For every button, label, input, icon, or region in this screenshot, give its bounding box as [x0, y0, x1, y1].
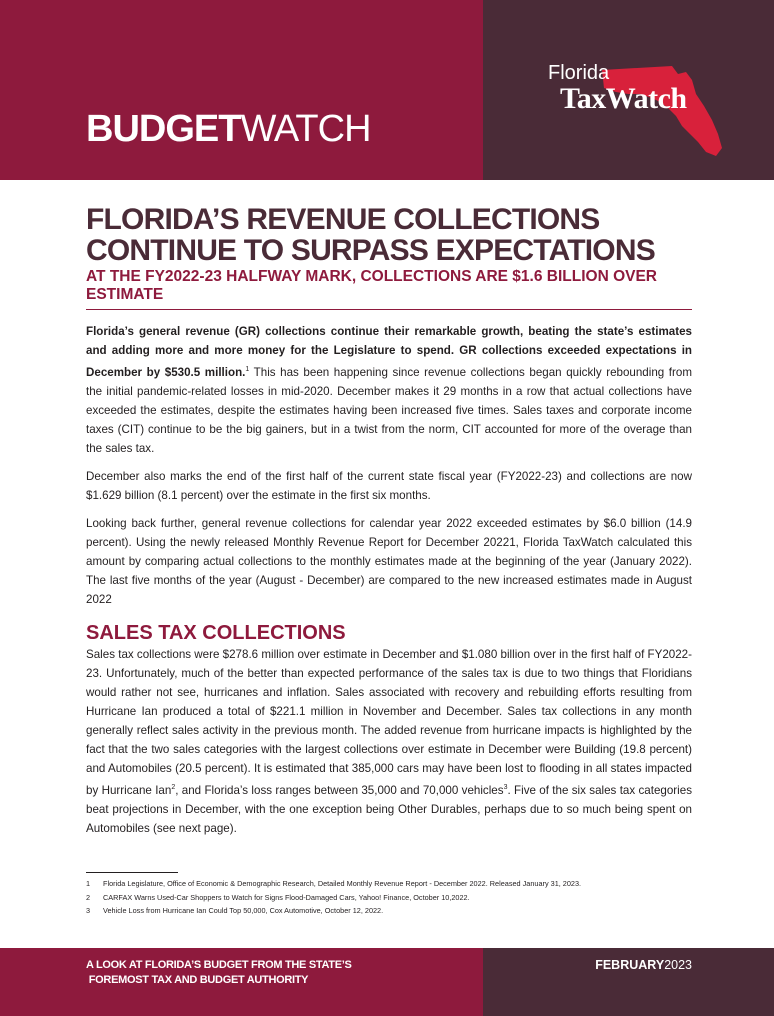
- florida-taxwatch-logo: [540, 58, 730, 162]
- section-heading: SALES TAX COLLECTIONS: [86, 621, 346, 644]
- footnote-ref-2: 2: [171, 783, 176, 791]
- footer-tagline: A LOOK AT FLORIDA’S BUDGET FROM THE STATE’S FOREMOST TAX AND BUDGET AUTHORITY: [86, 959, 352, 986]
- header-band: [0, 0, 483, 180]
- issue-date: FEBRUARY2023: [595, 958, 692, 972]
- article-body: [86, 322, 692, 847]
- intro-paragraph: [86, 322, 692, 458]
- footnote: 3 Vehicle Loss from Hurricane Ian Could Top 50,000, Cox Automotive, October 12, 2022.: [86, 906, 384, 915]
- logo-taxwatch-text: TaxWatch: [560, 82, 687, 115]
- sales-tax-paragraph: Sales tax collections were $278.6 million over estimate in December and $1.080 billion over in the first half of FY2022-23. Unfortunately, much of the better than expected performance of the sales tax is due to two things that Floridians would rather not see, hurricanes and inflation. Sales associated with recovery and rebuilding efforts resulting from Hurricane Ian produced a total of $221.1 million in November and December. Sales tax collections in any month generally reflect sales activity in the previous month. The added revenue from hurricane impacts is highlighted by the fact that the two sales categories with the largest collections over estimate in December were Building (19.8 percent) and Automobiles (20.5 percent). It is estimated that 385,000 cars may have been lost to flooding in all states impacted by Hurricane Ian$^2$, and Florida’s loss ranges between 35,000 and 70,000 vehicles$^3$. Five of the six sales tax categories beat projections in December, with the one exception being Other Durables, perhaps due to so much being spent on Automobiles (see next page).: [86, 647, 692, 835]
- article-title: FLORIDA’S REVENUE COLLECTIONS CONTINUE TO SURPASS EXPECTATIONS: [86, 203, 655, 267]
- footnote-ref-1: 1: [245, 366, 250, 373]
- footnotes: [86, 877, 706, 918]
- article-subtitle: AT THE FY2022-23 HALFWAY MARK, COLLECTIONS ARE $1.6 BILLION OVER ESTIMATE: [86, 268, 658, 303]
- footnote-divider: [86, 872, 178, 873]
- paragraph-2: December also marks the end of the first half of the current state fiscal year (FY2022-23) and collections are now $1.629 billion (8.1 percent) over the estimate in the first six months.: [86, 469, 692, 502]
- paragraph-3: Looking back further, general revenue collections for calendar year 2022 exceeded estimates by $6.0 billion (14.9 percent). Using the newly released Monthly Revenue Report for December 20221, Florida TaxWatch calculated this amount by comparing actual collections to the monthly estimates made at the beginning of the year (January 2022). The last five months of the year (August - December) are compared to the new increased estimates made in August 2022: [86, 516, 692, 606]
- budget-watch-wordmark: BUDGETWATCH: [86, 108, 371, 150]
- intro-rest: This has been happening since revenue collections began quickly rebounding from the initial pandemic-related losses in mid-2020. December makes it 29 months in a row that actual collections have exceeded the estimates, despite the estimates having been increased five times. Sales taxes and corporate income taxes (CIT) continue to be the big gainers, but in a twist from the norm, CIT accounted for more of the overage than the sales tax.: [86, 365, 692, 455]
- intro-lead: Florida’s general revenue (GR) collections continue their remarkable growth, beating the state’s estimates and adding more and more money for the Legislature to spend. GR collections exceeded expectations in December by $530.5 million.: [86, 325, 692, 379]
- footnote: 2 CARFAX Warns Used-Car Shoppers to Watch for Signs Flood-Damaged Cars, Yahoo! Finance, October 10,2022.: [86, 892, 470, 902]
- footnote: 1 Florida Legislature, Office of Economic & Demographic Research, Detailed Monthly Revenue Report - December 2022. Released January 31, 2023.: [86, 879, 582, 888]
- footnote-ref-3: 3: [503, 783, 508, 791]
- logo-florida-text: Florida: [548, 62, 610, 84]
- title-divider: [86, 309, 692, 310]
